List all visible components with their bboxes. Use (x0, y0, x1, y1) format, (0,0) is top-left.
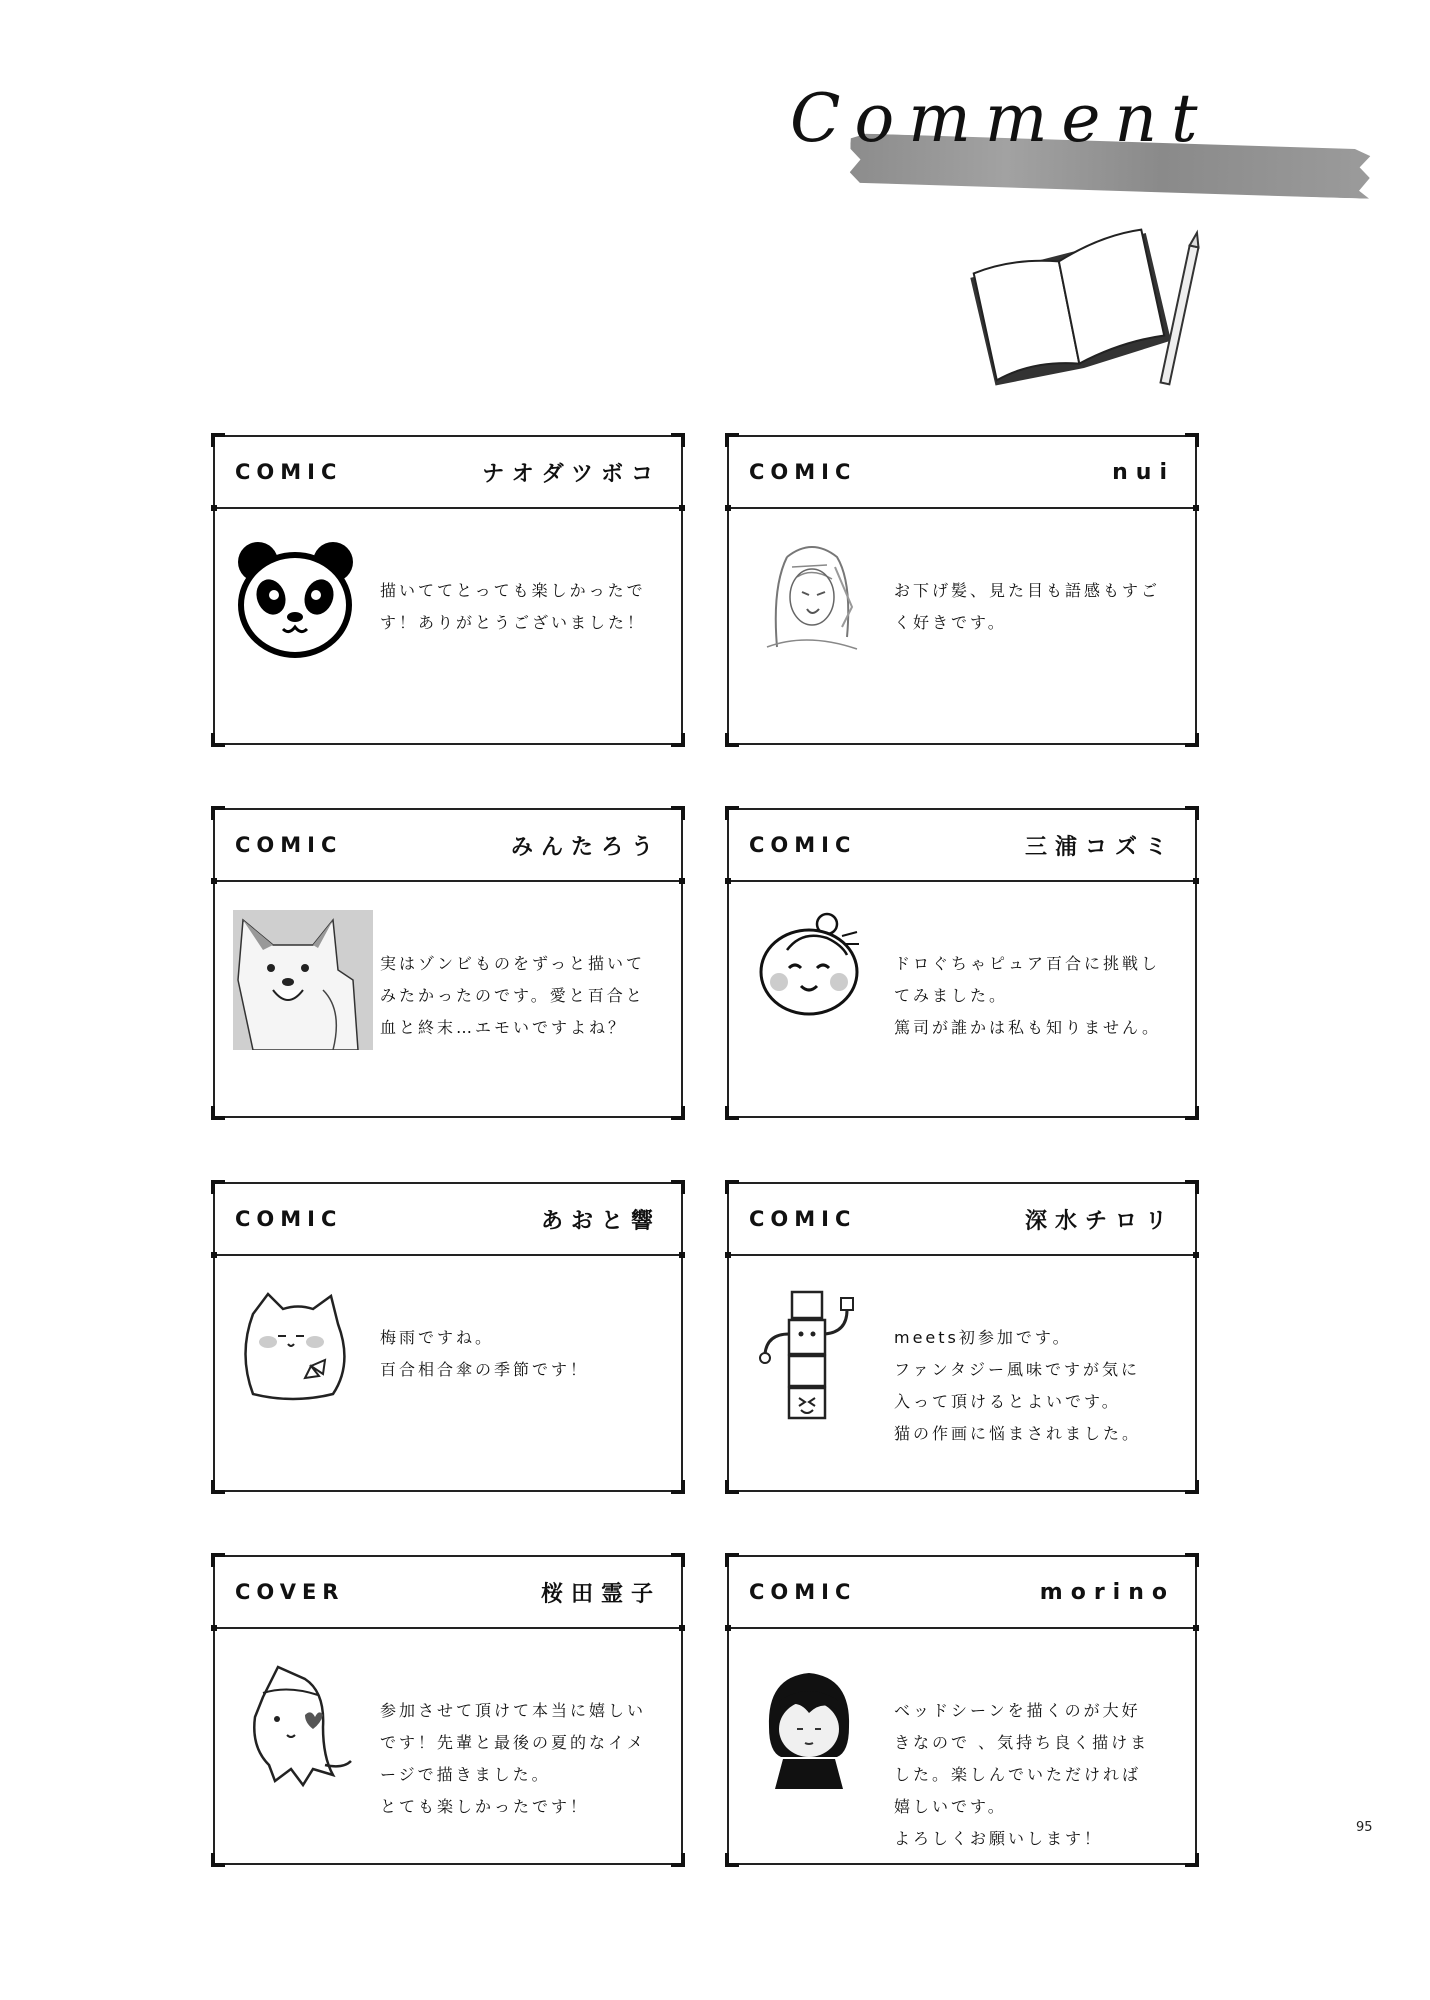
comment-text (894, 575, 1174, 639)
comment-line: ベッドシーンを描くのが大好 (894, 1701, 1141, 1720)
card-header (215, 1557, 681, 1629)
comment-text (380, 1322, 660, 1386)
girl-sketch-icon (747, 537, 872, 662)
dog-icon (233, 910, 358, 1035)
divider-dot (211, 1625, 217, 1631)
comment-card (213, 1555, 683, 1865)
corner-mark (671, 1480, 685, 1494)
comment-line: 猫の作画に悩まされました。 (894, 1424, 1142, 1443)
comment-text (380, 575, 660, 639)
notebook-pencil-illustration (965, 225, 1215, 415)
corner-mark (671, 733, 685, 747)
divider-dot (679, 1625, 685, 1631)
comment-line: 篤司が誰かは私も知りません。 (894, 1018, 1161, 1037)
corner-mark (725, 733, 739, 747)
comment-line: 実はゾンビものをずっと描いて (380, 954, 646, 973)
comment-line: した。楽しんでいただければ (894, 1765, 1142, 1784)
card-header (215, 1184, 681, 1256)
comment-card (727, 435, 1197, 745)
comment-line: きなので 、気持ち良く描けま (894, 1733, 1150, 1752)
page-title: Comment (790, 80, 1212, 157)
artist-name: 桜田霊子 (540, 1581, 661, 1607)
corner-mark (211, 1853, 225, 1867)
comment-card (213, 1182, 683, 1492)
divider-dot (679, 1252, 685, 1258)
cat-blob-icon (233, 1284, 358, 1409)
corner-mark (1185, 1106, 1199, 1120)
corner-mark (725, 1853, 739, 1867)
corner-mark (725, 1106, 739, 1120)
comment-line: 入って頂けるとよいです。 (894, 1392, 1121, 1411)
card-header (729, 1557, 1195, 1629)
comment-line: です！先輩と最後の夏的なイメ (380, 1733, 646, 1752)
card-header (729, 1184, 1195, 1256)
role-label: COMIC (749, 1580, 857, 1604)
divider-dot (1193, 1625, 1199, 1631)
divider-dot (1193, 878, 1199, 884)
role-label: COMIC (235, 833, 343, 857)
comment-line: 参加させて頂けて本当に嬉しい (380, 1701, 647, 1720)
comment-text (894, 1695, 1174, 1855)
divider-dot (211, 1252, 217, 1258)
divider-dot (1193, 505, 1199, 511)
black-hair-face-icon (747, 1657, 872, 1782)
role-label: COMIC (749, 1207, 857, 1231)
comment-text (894, 1322, 1174, 1450)
comment-line: 梅雨ですね。 (380, 1328, 495, 1347)
panda-icon (233, 537, 358, 662)
divider-dot (725, 1252, 731, 1258)
artist-name: nui (1112, 459, 1175, 485)
card-header (215, 810, 681, 882)
artist-name: 深水チロリ (1024, 1208, 1175, 1234)
comment-line: 百合相合傘の季節です！ (380, 1360, 590, 1379)
comment-card (727, 808, 1197, 1118)
comment-text (380, 948, 660, 1044)
divider-dot (679, 878, 685, 884)
role-label: COVER (235, 1580, 345, 1604)
corner-mark (211, 1480, 225, 1494)
artist-name: ナオダツボコ (482, 461, 661, 487)
artist-name: 三浦コズミ (1024, 834, 1175, 860)
role-label: COMIC (235, 460, 343, 484)
comment-card (213, 808, 683, 1118)
artist-name: あおと響 (540, 1208, 661, 1234)
role-label: COMIC (749, 460, 857, 484)
artist-name: morino (1039, 1579, 1175, 1605)
role-label: COMIC (749, 833, 857, 857)
comment-line: お下げ髪、見た目も語感もすご (894, 581, 1161, 600)
comment-line: meets初参加です。 (894, 1328, 1072, 1347)
corner-mark (671, 1853, 685, 1867)
divider-dot (725, 505, 731, 511)
corner-mark (1185, 733, 1199, 747)
comment-line: 描いててとっても楽しかったで (380, 581, 646, 600)
comment-line: みたかったのです。愛と百合と (380, 986, 645, 1005)
comment-line: 血と終末…エモいですよね？ (380, 1018, 628, 1037)
page-title-area (780, 80, 1380, 220)
role-label: COMIC (235, 1207, 343, 1231)
corner-mark (725, 1480, 739, 1494)
page-number: 95 (1356, 1820, 1373, 1835)
divider-dot (211, 505, 217, 511)
divider-dot (1193, 1252, 1199, 1258)
baby-face-icon (747, 910, 872, 1035)
comment-line: ファンタジー風味ですが気に (894, 1360, 1141, 1379)
card-header (215, 437, 681, 509)
divider-dot (211, 878, 217, 884)
comment-line: す！ありがとうございました！ (380, 613, 647, 632)
comment-text (894, 948, 1174, 1044)
corner-mark (671, 1106, 685, 1120)
card-header (729, 810, 1195, 882)
ghost-icon (233, 1657, 358, 1782)
comment-card (727, 1182, 1197, 1492)
comment-line: く好きです。 (894, 613, 1007, 632)
comment-card (727, 1555, 1197, 1865)
corner-mark (1185, 1480, 1199, 1494)
comment-line: ージで描きました。 (380, 1765, 551, 1784)
comment-card (213, 435, 683, 745)
robot-icon (747, 1284, 872, 1409)
comment-text (380, 1695, 660, 1823)
comment-line: よろしくお願いします！ (894, 1829, 1104, 1848)
comment-line: てみました。 (894, 986, 1009, 1005)
corner-mark (1185, 1853, 1199, 1867)
divider-dot (725, 1625, 731, 1631)
corner-mark (211, 1106, 225, 1120)
comment-line: とても楽しかったです！ (380, 1797, 590, 1816)
artist-name: みんたろう (510, 834, 661, 860)
divider-dot (725, 878, 731, 884)
divider-dot (679, 505, 685, 511)
comment-line: 嬉しいです。 (894, 1797, 1007, 1816)
comment-line: ドロぐちゃピュア百合に挑戦し (894, 954, 1161, 973)
corner-mark (211, 733, 225, 747)
card-header (729, 437, 1195, 509)
